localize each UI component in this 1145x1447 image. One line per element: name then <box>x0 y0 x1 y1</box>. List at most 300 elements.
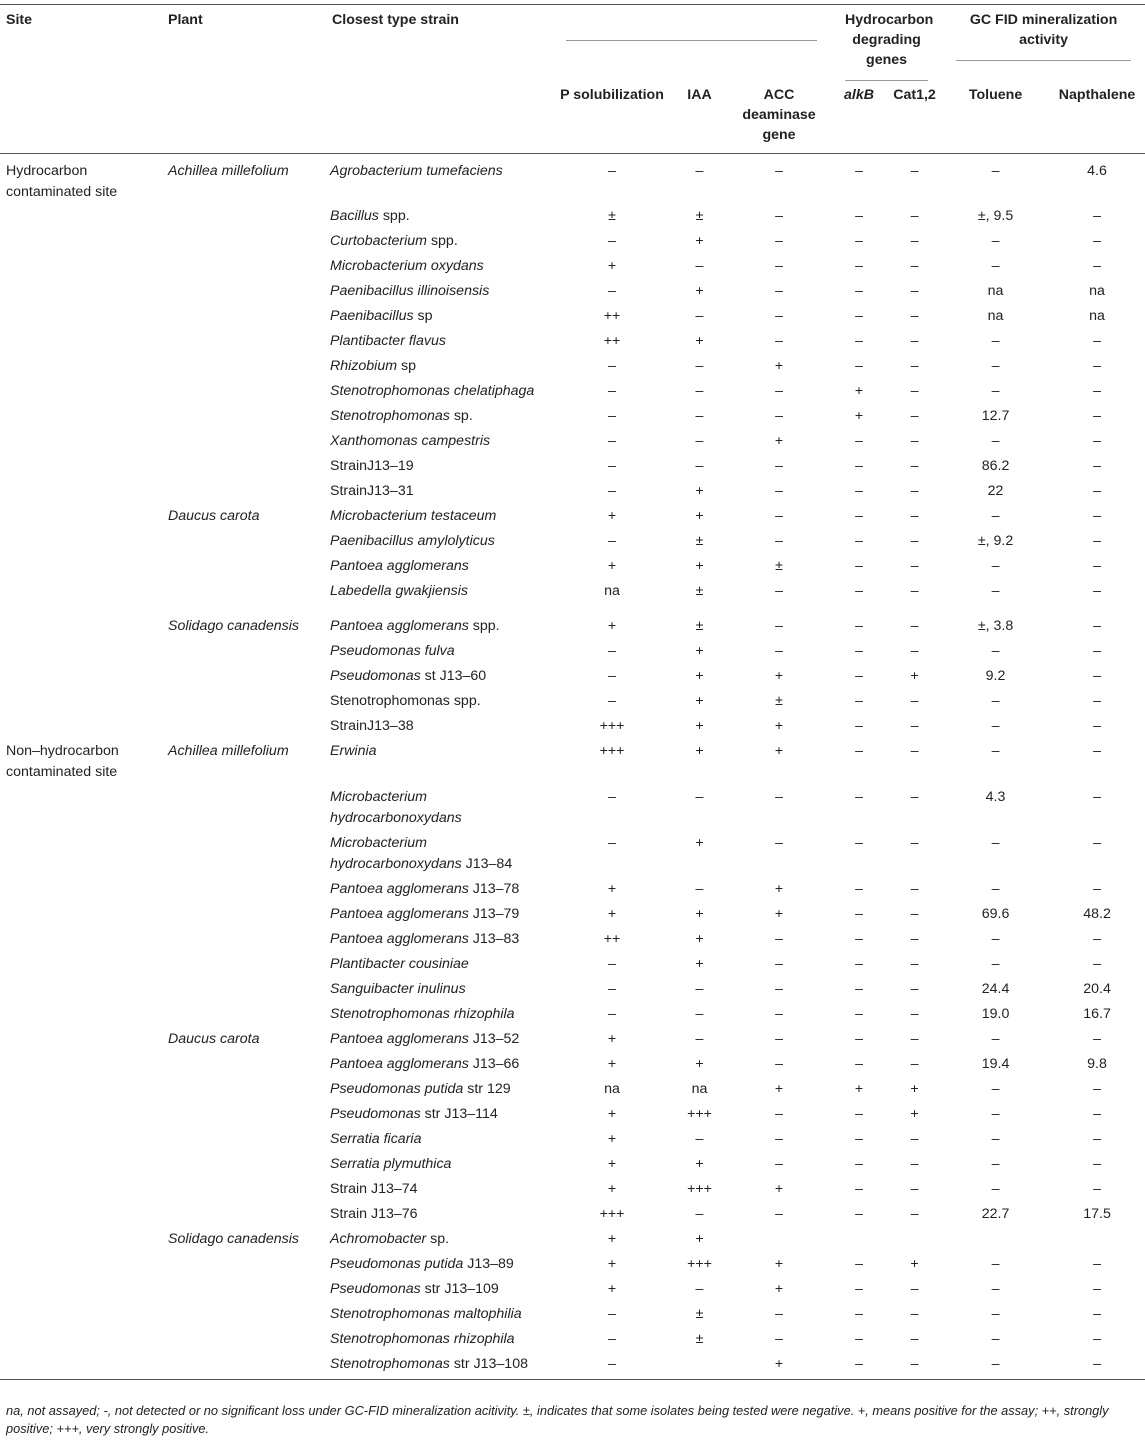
cell-acc: + <box>774 1081 784 1098</box>
cell-p-solubilization: ++ <box>603 931 621 948</box>
strain-suffix: J13–66 <box>468 1056 520 1073</box>
cell-site <box>0 304 162 329</box>
strain-suffix: J13–84 <box>461 855 513 872</box>
cell-toluene: – <box>991 718 1000 735</box>
cell-acc: – <box>775 308 783 325</box>
cell-plant <box>162 304 326 329</box>
cell-cat: – <box>910 408 919 425</box>
cell-p-solubilization: – <box>608 483 616 500</box>
header-iaa: IAA <box>687 87 712 103</box>
cell-cat: – <box>910 508 919 525</box>
cell-napthalene: – <box>1093 881 1101 898</box>
cell-site <box>0 1202 162 1227</box>
table-row <box>0 554 1145 579</box>
cell-strain <box>326 1127 552 1152</box>
cell-iaa: + <box>695 643 704 660</box>
cell-alkb: – <box>855 693 863 710</box>
cell-iaa: +++ <box>687 1181 712 1198</box>
cell-napthalene: – <box>1093 558 1101 575</box>
table-row <box>0 1277 1145 1302</box>
cell-alkb: – <box>855 508 863 525</box>
cell-site <box>0 831 162 877</box>
cell-iaa: + <box>695 718 704 735</box>
cell-p-solubilization: – <box>608 1306 616 1323</box>
cell-p-solubilization: – <box>608 1331 616 1348</box>
cell-napthalene: – <box>1093 693 1101 710</box>
table-row <box>0 785 1145 831</box>
cell-p-solubilization: +++ <box>599 718 625 735</box>
cell-strain <box>326 304 552 329</box>
table-row <box>0 831 1145 877</box>
cell-napthalene: – <box>1093 483 1101 500</box>
cell-acc: – <box>775 233 783 250</box>
cell-alkb: – <box>855 981 863 998</box>
cell-toluene: – <box>991 835 1000 852</box>
cell-napthalene: – <box>1093 1131 1101 1148</box>
cell-toluene: 22 <box>987 483 1004 500</box>
strain-name: Achromobacter <box>330 1231 427 1248</box>
cell-iaa: + <box>695 693 704 710</box>
cell-strain <box>326 1027 552 1052</box>
cell-plant <box>162 254 326 279</box>
cell-plant <box>162 1202 326 1227</box>
cell-plant <box>162 1352 326 1380</box>
strain-name: StrainJ13–31 <box>330 483 414 500</box>
table-row <box>0 1052 1145 1077</box>
cell-acc: – <box>775 258 783 275</box>
strain-name: Microbacterium testaceum <box>330 508 497 525</box>
cell-cat: + <box>910 1106 919 1123</box>
cell-p-solubilization: – <box>608 981 616 998</box>
strain-suffix: J13–79 <box>468 906 520 923</box>
cell-plant: Solidago canadensis <box>168 618 299 635</box>
cell-toluene: – <box>991 743 1000 760</box>
cell-cat: – <box>910 1306 919 1323</box>
cell-cat: – <box>910 743 919 760</box>
table-row <box>0 1002 1145 1027</box>
cell-iaa: – <box>695 1206 704 1223</box>
cell-site <box>0 429 162 454</box>
cell-alkb: – <box>855 1206 863 1223</box>
cell-toluene: – <box>991 881 1000 898</box>
cell-napthalene: – <box>1093 835 1101 852</box>
cell-cat: – <box>910 163 919 179</box>
cell-toluene: – <box>991 956 1000 973</box>
cell-cat: + <box>910 668 919 685</box>
cell-napthalene: – <box>1093 1306 1101 1323</box>
cell-napthalene: 20.4 <box>1083 981 1111 998</box>
cell-strain <box>326 1152 552 1177</box>
table-row <box>0 229 1145 254</box>
cell-site <box>0 785 162 831</box>
cell-p-solubilization: na <box>604 583 620 600</box>
cell-alkb: – <box>855 258 863 275</box>
cell-alkb: – <box>855 433 863 450</box>
cell-acc: – <box>775 1206 783 1223</box>
header-p-solubilization: P solubilization <box>560 87 664 103</box>
cell-plant <box>162 785 326 831</box>
cell-alkb: – <box>855 1281 863 1298</box>
cell-alkb: – <box>855 789 863 806</box>
cell-plant: Daucus carota <box>168 1031 260 1048</box>
strain-name: Agrobacterium tumefaciens <box>330 163 503 179</box>
cell-site <box>0 529 162 554</box>
cell-iaa: ± <box>695 533 704 550</box>
cell-strain <box>326 1002 552 1027</box>
cell-p-solubilization: – <box>608 383 616 400</box>
strain-name: Paenibacillus amylolyticus <box>330 533 495 550</box>
cell-toluene: 12.7 <box>981 408 1010 425</box>
cell-p-solubilization: + <box>607 1231 617 1248</box>
table-row <box>0 379 1145 404</box>
cell-cat: – <box>910 618 919 635</box>
cell-toluene: – <box>991 258 1000 275</box>
cell-toluene <box>942 1227 1049 1252</box>
cell-alkb: + <box>854 1081 864 1098</box>
cell-cat: + <box>910 1256 919 1273</box>
strain-suffix: sp. <box>426 1231 450 1248</box>
cell-strain <box>326 554 552 579</box>
table-body <box>0 154 1145 1380</box>
cell-toluene: 69.6 <box>981 906 1010 923</box>
table-row <box>0 1177 1145 1202</box>
cell-toluene: – <box>991 643 1000 660</box>
cell-p-solubilization: – <box>608 789 616 806</box>
cell-plant <box>162 1002 326 1027</box>
cell-acc: + <box>774 358 784 375</box>
table-row <box>0 354 1145 379</box>
cell-napthalene: – <box>1093 258 1101 275</box>
cell-alkb: – <box>831 1352 887 1380</box>
cell-cat: – <box>910 981 919 998</box>
cell-plant: Achillea millefolium <box>168 163 289 179</box>
cell-napthalene: na <box>1089 283 1105 300</box>
cell-strain <box>326 977 552 1002</box>
cell-acc: – <box>775 1156 783 1173</box>
cell-strain <box>326 154 552 205</box>
cell-site <box>0 927 162 952</box>
cell-strain <box>326 429 552 454</box>
strain-suffix: J13–89 <box>463 1256 514 1273</box>
cell-acc: – <box>775 333 783 350</box>
strain-suffix: str J13–108 <box>449 1356 528 1373</box>
cell-site <box>0 504 162 529</box>
cell-p-solubilization: +++ <box>599 743 625 760</box>
cell-iaa: + <box>695 668 704 685</box>
cell-plant <box>162 454 326 479</box>
cell-site <box>0 1227 162 1252</box>
cell-plant <box>162 229 326 254</box>
cell-acc: – <box>775 931 783 948</box>
cell-p-solubilization: + <box>607 1031 617 1048</box>
table-row <box>0 689 1145 714</box>
cell-acc: + <box>774 668 784 685</box>
cell-plant <box>162 354 326 379</box>
cell-napthalene: 16.7 <box>1083 1006 1111 1023</box>
cell-cat: – <box>910 383 919 400</box>
cell-cat: – <box>910 358 919 375</box>
cell-site <box>0 689 162 714</box>
strain-name: Plantibacter flavus <box>330 333 446 350</box>
cell-alkb: + <box>854 408 864 425</box>
table-row <box>0 1252 1145 1277</box>
cell-toluene: – <box>991 693 1000 710</box>
header-group-hydrocarbon <box>831 5 942 82</box>
cell-toluene: 22.7 <box>981 1206 1010 1223</box>
cell-toluene: – <box>991 1031 1000 1048</box>
cell-acc: ± <box>775 558 783 575</box>
cell-p-solubilization: – <box>552 1352 672 1380</box>
strain-suffix: sp. <box>449 408 473 425</box>
cell-napthalene: – <box>1093 383 1101 400</box>
cell-toluene: 4.3 <box>985 789 1006 806</box>
strain-name: Pseudomonas fulva <box>330 643 455 660</box>
strain-suffix: J13–83 <box>468 931 520 948</box>
cell-p-solubilization: na <box>604 1081 620 1098</box>
cell-p-solubilization: ++ <box>603 333 621 350</box>
table-row <box>0 714 1145 739</box>
cell-toluene: – <box>942 1352 1049 1380</box>
cell-p-solubilization: – <box>608 433 616 450</box>
cell-strain <box>326 1327 552 1352</box>
cell-p-solubilization: + <box>607 1056 617 1073</box>
table-row <box>0 977 1145 1002</box>
cell-site <box>0 579 162 604</box>
strain-name: StrainJ13–19 <box>330 458 414 475</box>
cell-plant <box>162 404 326 429</box>
cell-strain <box>326 614 552 639</box>
cell-site <box>0 714 162 739</box>
cell-strain <box>326 329 552 354</box>
cell-iaa: + <box>695 333 704 350</box>
cell-plant <box>162 664 326 689</box>
cell-napthalene: 4.6 <box>1087 163 1107 179</box>
cell-cat: – <box>910 956 919 973</box>
table-row <box>0 1227 1145 1252</box>
table-row <box>0 1352 1145 1380</box>
cell-site <box>0 279 162 304</box>
cell-plant <box>162 1102 326 1127</box>
cell-toluene: – <box>991 1106 1000 1123</box>
cell-napthalene: – <box>1093 1081 1101 1098</box>
cell-acc: + <box>774 1256 784 1273</box>
cell-alkb: – <box>855 583 863 600</box>
cell-plant <box>162 1277 326 1302</box>
cell-p-solubilization: – <box>608 668 616 685</box>
table-row <box>0 952 1145 977</box>
cell-site <box>0 952 162 977</box>
cell-p-solubilization: + <box>607 881 617 898</box>
cell-site <box>0 1077 162 1102</box>
cell-iaa: – <box>695 789 704 806</box>
cell-cat: – <box>910 583 919 600</box>
cell-p-solubilization: + <box>607 1156 617 1173</box>
cell-napthalene: 48.2 <box>1083 906 1111 923</box>
cell-napthalene: – <box>1093 358 1101 375</box>
table-row <box>0 254 1145 279</box>
cell-iaa: + <box>695 283 704 300</box>
cell-toluene: 24.4 <box>981 981 1010 998</box>
cell-toluene: – <box>991 1306 1000 1323</box>
cell-acc: + <box>774 1181 784 1198</box>
cell-toluene: – <box>991 163 1000 179</box>
cell-p-solubilization: – <box>608 835 616 852</box>
cell-plant <box>162 831 326 877</box>
cell-alkb: – <box>855 283 863 300</box>
cell-plant <box>162 479 326 504</box>
cell-iaa: ± <box>695 208 704 225</box>
cell-site <box>0 329 162 354</box>
strain-suffix: st J13–60 <box>420 668 487 685</box>
cell-iaa <box>672 1352 727 1380</box>
cell-strain <box>326 1052 552 1077</box>
cell-acc: – <box>775 1131 783 1148</box>
strain-name: Pseudomonas <box>330 1106 421 1123</box>
cell-toluene: – <box>991 1331 1000 1348</box>
cell-cat: – <box>887 1352 942 1380</box>
cell-acc: + <box>774 743 784 760</box>
cell-iaa: – <box>695 258 704 275</box>
header-acc: ACC deaminase gene <box>742 87 816 143</box>
cell-strain <box>326 1227 552 1252</box>
cell-plant <box>162 639 326 664</box>
cell-site <box>0 1302 162 1327</box>
strain-suffix: str J13–109 <box>420 1281 499 1298</box>
strain-name: Pseudomonas <box>330 1281 421 1298</box>
cell-acc: – <box>775 163 783 179</box>
cell-plant <box>162 1152 326 1177</box>
strain-name: StrainJ13–38 <box>330 718 414 735</box>
cell-napthalene: – <box>1093 333 1101 350</box>
cell-p-solubilization: – <box>608 358 616 375</box>
cell-iaa: – <box>695 1281 704 1298</box>
cell-plant <box>162 1302 326 1327</box>
cell-toluene: – <box>991 333 1000 350</box>
cell-toluene: – <box>991 358 1000 375</box>
cell-cat: + <box>910 1081 919 1098</box>
cell-strain <box>326 664 552 689</box>
table-row <box>0 154 1145 205</box>
strain-name: Microbacterium hydrocarbonoxydans <box>330 835 462 872</box>
cell-alkb: – <box>855 1006 863 1023</box>
strain-name: Pseudomonas putida <box>330 1081 464 1098</box>
table-row <box>0 454 1145 479</box>
cell-iaa: +++ <box>687 1106 712 1123</box>
table-row <box>0 429 1145 454</box>
cell-strain <box>326 1252 552 1277</box>
cell-acc: ± <box>775 693 783 710</box>
cell-acc: – <box>775 533 783 550</box>
cell-toluene: 19.0 <box>981 1006 1010 1023</box>
cell-acc: + <box>774 906 784 923</box>
strain-name: Paenibacillus illinoisensis <box>330 283 490 300</box>
cell-alkb: – <box>855 333 863 350</box>
spacer-cell <box>0 604 1145 614</box>
cell-alkb: – <box>855 1106 863 1123</box>
cell-cat: – <box>910 881 919 898</box>
cell-acc <box>727 1227 831 1252</box>
cell-toluene: ±, 9.5 <box>977 208 1014 225</box>
cell-acc: – <box>775 483 783 500</box>
strain-name: Pantoea agglomerans <box>330 931 469 948</box>
cell-iaa: – <box>695 358 704 375</box>
cell-iaa: + <box>695 508 704 525</box>
cell-napthalene: – <box>1093 956 1101 973</box>
cell-napthalene: na <box>1089 308 1105 325</box>
cell-acc: – <box>775 208 783 225</box>
cell-alkb: – <box>855 308 863 325</box>
cell-strain <box>326 1352 552 1380</box>
cell-plant <box>162 977 326 1002</box>
strain-name: Pantoea agglomerans <box>330 558 469 575</box>
cell-site <box>0 404 162 429</box>
cell-napthalene: 9.8 <box>1087 1056 1107 1073</box>
table-row <box>0 639 1145 664</box>
cell-acc: + <box>774 718 784 735</box>
cell-toluene: – <box>991 1081 1000 1098</box>
cell-alkb: – <box>855 163 863 179</box>
cell-alkb: – <box>855 718 863 735</box>
cell-acc: – <box>775 408 783 425</box>
cell-plant <box>162 279 326 304</box>
cell-cat: – <box>910 1281 919 1298</box>
cell-cat: – <box>910 718 919 735</box>
cell-napthalene: – <box>1093 1331 1101 1348</box>
cell-iaa: – <box>695 383 704 400</box>
cell-strain <box>326 254 552 279</box>
cell-toluene: na <box>987 308 1004 325</box>
strain-name: Strain J13–74 <box>330 1181 418 1198</box>
cell-toluene: – <box>991 1131 1000 1148</box>
cell-site <box>0 479 162 504</box>
header-napthalene: Napthalene <box>1058 87 1136 103</box>
table-row <box>0 204 1145 229</box>
cell-cat: – <box>910 433 919 450</box>
cell-iaa: – <box>695 308 704 325</box>
cell-site <box>0 877 162 902</box>
cell-alkb: – <box>855 1181 863 1198</box>
cell-acc: – <box>775 789 783 806</box>
cell-iaa: – <box>695 458 704 475</box>
cell-site <box>0 554 162 579</box>
cell-napthalene: – <box>1093 1106 1101 1123</box>
strain-name: Sanguibacter inulinus <box>330 981 466 998</box>
cell-toluene: 19.4 <box>981 1056 1010 1073</box>
table-row <box>0 579 1145 604</box>
strain-name: Pantoea agglomerans <box>330 881 469 898</box>
cell-iaa: + <box>695 906 704 923</box>
cell-site <box>0 1127 162 1152</box>
strain-name: Curtobacterium <box>330 233 427 250</box>
header-group-pgp-rule <box>566 10 817 41</box>
cell-napthalene: – <box>1049 1352 1145 1380</box>
strain-name: Stenotrophomonas rhizophila <box>330 1006 515 1023</box>
header-group-gcfid-label: GC FID mineralization activity <box>956 10 1131 61</box>
cell-toluene: – <box>991 1181 1000 1198</box>
strain-name: Erwinia <box>330 743 377 760</box>
cell-toluene: – <box>991 383 1000 400</box>
cell-alkb: – <box>855 743 863 760</box>
cell-cat: – <box>910 233 919 250</box>
strain-name: Stenotrophomonas <box>330 408 450 425</box>
strain-suffix: spp. <box>378 208 410 225</box>
cell-alkb: – <box>855 956 863 973</box>
cell-napthalene: – <box>1093 1256 1101 1273</box>
cell-strain <box>326 1277 552 1302</box>
cell-site <box>0 1002 162 1027</box>
cell-p-solubilization: – <box>608 533 616 550</box>
cell-napthalene: – <box>1093 643 1101 660</box>
